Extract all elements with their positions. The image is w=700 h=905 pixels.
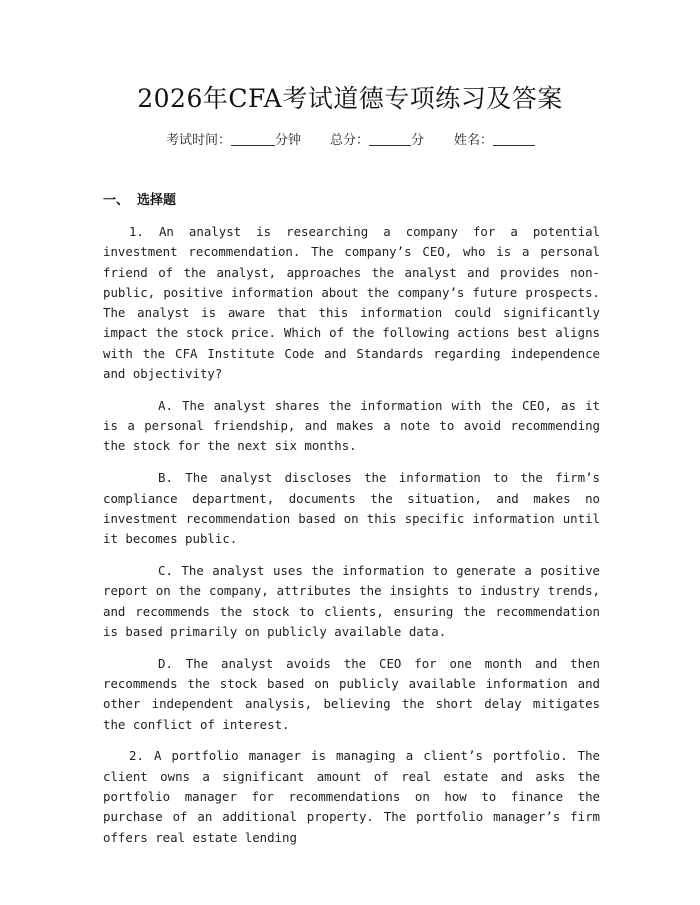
section-heading <box>103 191 176 211</box>
question-1-option-b: B. The analyst discloses the information to the firm’s compliance department, documents the situation, and makes no investment recommendation based on this specific information until it becomes public. <box>103 470 600 547</box>
question-2-text: 2. A portfolio manager is managing a client’s portfolio. The client owns a significant amount of real estate and asks the portfolio manager for recommendations on how to finance the purchase of an additional property. The portfolio manager’s firm offers real estate lending <box>103 748 600 845</box>
question-1-text: 1. An analyst is researching a company for a potential investment recommendation. The company’s CEO, who is a personal friend of the analyst, approaches the analyst and provides non-public, positive information about the company’s future prospects. The analyst is aware that this information could significantly impact the stock price. Which of the following actions best aligns with the CFA Institute Code and Standards regarding independence and objectivity? <box>103 224 600 382</box>
question-1-option-c: C. The analyst uses the information to generate a positive report on the company, attributes the insights to industry trends, and recommends the stock to clients, ensuring the recommendation is based primarily on publicly available data. <box>103 562 600 639</box>
exam-meta-line <box>0 131 700 151</box>
question-1-option-a: A. The analyst shares the information with the CEO, as it is a personal friendship, and makes a note to avoid recommending the stock for the next six months. <box>103 397 600 454</box>
section-number: 一、 <box>103 193 130 208</box>
time-unit: 分钟 <box>275 133 302 148</box>
score-label: 总分： <box>330 133 370 148</box>
score-unit: 分 <box>411 133 425 148</box>
score-field <box>330 131 424 151</box>
time-label: 考试时间： <box>166 133 232 148</box>
questions-body <box>103 222 600 859</box>
question-1-option-d: D. The analyst avoids the CEO for one month and then recommends the stock based on publicly available information and other independent analysis, believing the short delay mitigates the conflict of interest. <box>103 655 600 732</box>
name-label: 姓名： <box>454 133 494 148</box>
time-blank <box>231 131 275 146</box>
name-field <box>454 131 535 151</box>
score-blank <box>369 131 411 146</box>
time-field <box>166 131 301 151</box>
section-title: 选择题 <box>137 193 177 208</box>
document-title: 2026年CFA考试道德专项练习及答案 <box>137 84 563 113</box>
name-blank <box>493 131 535 146</box>
